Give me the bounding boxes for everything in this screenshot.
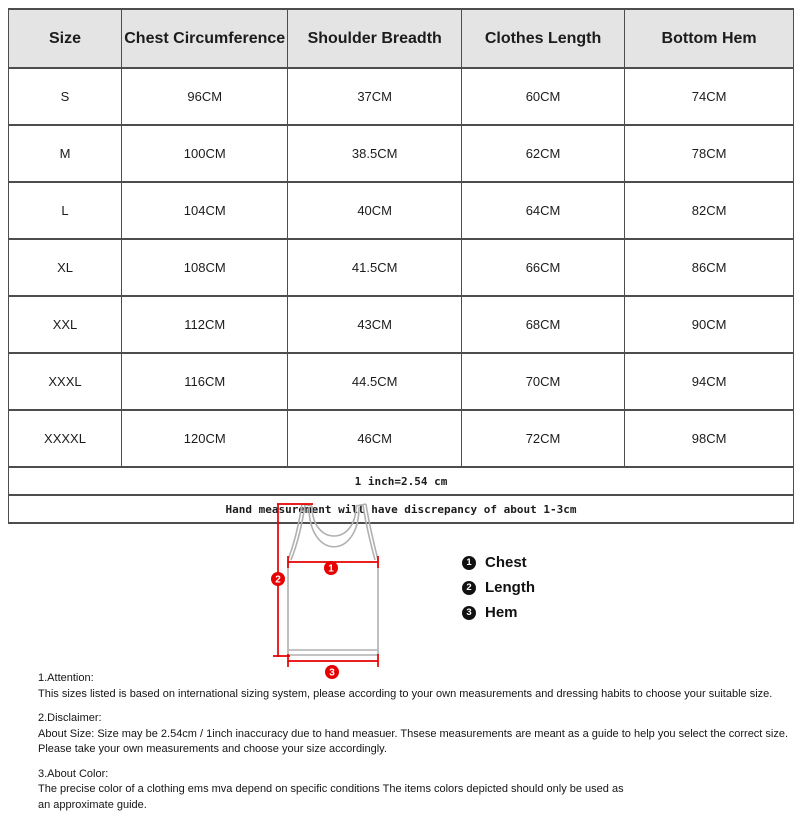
table-row-xxxl (9, 353, 794, 410)
length-cell: 68CM (461, 296, 624, 353)
footnote-inch-conversion: 1 inch=2.54 cm (9, 467, 794, 495)
legend-item-chest (462, 550, 535, 575)
marker-2-number: 2 (275, 574, 281, 586)
shoulder-cell: 43CM (288, 296, 461, 353)
marker-1-number: 1 (328, 563, 334, 575)
shoulder-cell: 37CM (288, 68, 461, 125)
col-header-size: Size (9, 9, 122, 68)
table-row-m (9, 125, 794, 182)
diagram-legend (462, 550, 535, 625)
header-row (9, 9, 794, 68)
shoulder-cell: 44.5CM (288, 353, 461, 410)
size-cell: XXXXL (9, 410, 122, 467)
length-cell: 70CM (461, 353, 624, 410)
legend-label-length: Length (485, 579, 535, 596)
note-disclaimer (38, 711, 794, 758)
chest-cell: 108CM (122, 239, 288, 296)
note-attention-text: This sizes listed is based on international sizing system, please according to your own measurements and dressing habits to choose your suitable size. (38, 687, 773, 700)
table-row-xxxxl (9, 410, 794, 467)
legend-label-hem: Hem (485, 604, 518, 621)
shoulder-cell: 46CM (288, 410, 461, 467)
size-cell: M (9, 125, 122, 182)
note-about-color (38, 767, 794, 814)
hem-cell: 78CM (625, 125, 794, 182)
size-cell: XXXL (9, 353, 122, 410)
hem-cell: 98CM (625, 410, 794, 467)
hem-cell: 90CM (625, 296, 794, 353)
shoulder-cell: 38.5CM (288, 125, 461, 182)
notes (38, 671, 794, 822)
col-header-bottom-hem: Bottom Hem (625, 9, 794, 68)
marker-3-number: 3 (329, 667, 335, 679)
chest-cell: 96CM (122, 68, 288, 125)
legend-item-length (462, 575, 535, 600)
footnote-hand-measurement: Hand measurement will have discrepancy of about 1-3cm (9, 495, 794, 523)
col-header-clothes-length: Clothes Length (461, 9, 624, 68)
note-attention-heading: 1.Attention: (38, 672, 94, 684)
chest-cell: 104CM (122, 182, 288, 239)
note-disclaimer-text-2: Please take your own measurements and choose your size accordingly. (38, 743, 387, 755)
chest-cell: 100CM (122, 125, 288, 182)
hem-cell: 94CM (625, 353, 794, 410)
note-about-color-heading: 3.About Color: (38, 767, 109, 780)
table-row-xxl (9, 296, 794, 353)
size-table (8, 8, 794, 524)
chest-cell: 120CM (122, 410, 288, 467)
note-disclaimer-text-1: About Size: Size may be 2.54cm / 1inch inaccuracy due to hand measuer. Thsese measurements are meant as a guide to help you select the correct size. (38, 727, 789, 740)
hem-cell: 86CM (625, 239, 794, 296)
note-disclaimer-heading: 2.Disclaimer: (38, 712, 102, 724)
shoulder-cell: 41.5CM (288, 239, 461, 296)
length-cell: 60CM (461, 68, 624, 125)
shoulder-cell: 40CM (288, 182, 461, 239)
legend-badge-1-icon: 1 (462, 556, 476, 570)
table-row-s (9, 68, 794, 125)
size-cell: L (9, 182, 122, 239)
size-cell: XXL (9, 296, 122, 353)
length-cell: 66CM (461, 239, 624, 296)
garment-outline-icon (288, 504, 378, 655)
table-row-l (9, 182, 794, 239)
chest-cell: 112CM (122, 296, 288, 353)
footnote-row-inch (9, 467, 794, 495)
col-header-chest-circumference: Chest Circumference (122, 9, 288, 68)
hem-cell: 74CM (625, 68, 794, 125)
note-attention (38, 671, 794, 702)
legend-item-hem (462, 600, 535, 625)
note-about-color-text-1: The precise color of a clothing ems mva depend on specific conditions The items colors depicted should only be used as (38, 783, 624, 795)
hem-cell: 82CM (625, 182, 794, 239)
chest-cell: 116CM (122, 353, 288, 410)
size-cell: S (9, 68, 122, 125)
legend-badge-2-icon: 2 (462, 581, 476, 595)
legend-label-chest: Chest (485, 554, 527, 571)
size-cell: XL (9, 239, 122, 296)
length-cell: 64CM (461, 182, 624, 239)
length-cell: 62CM (461, 125, 624, 182)
note-about-color-text-2: an approximate guide. (38, 798, 147, 811)
legend-badge-3-icon: 3 (462, 606, 476, 620)
table-row-xl (9, 239, 794, 296)
length-cell: 72CM (461, 410, 624, 467)
col-header-shoulder-breadth: Shoulder Breadth (288, 9, 461, 68)
